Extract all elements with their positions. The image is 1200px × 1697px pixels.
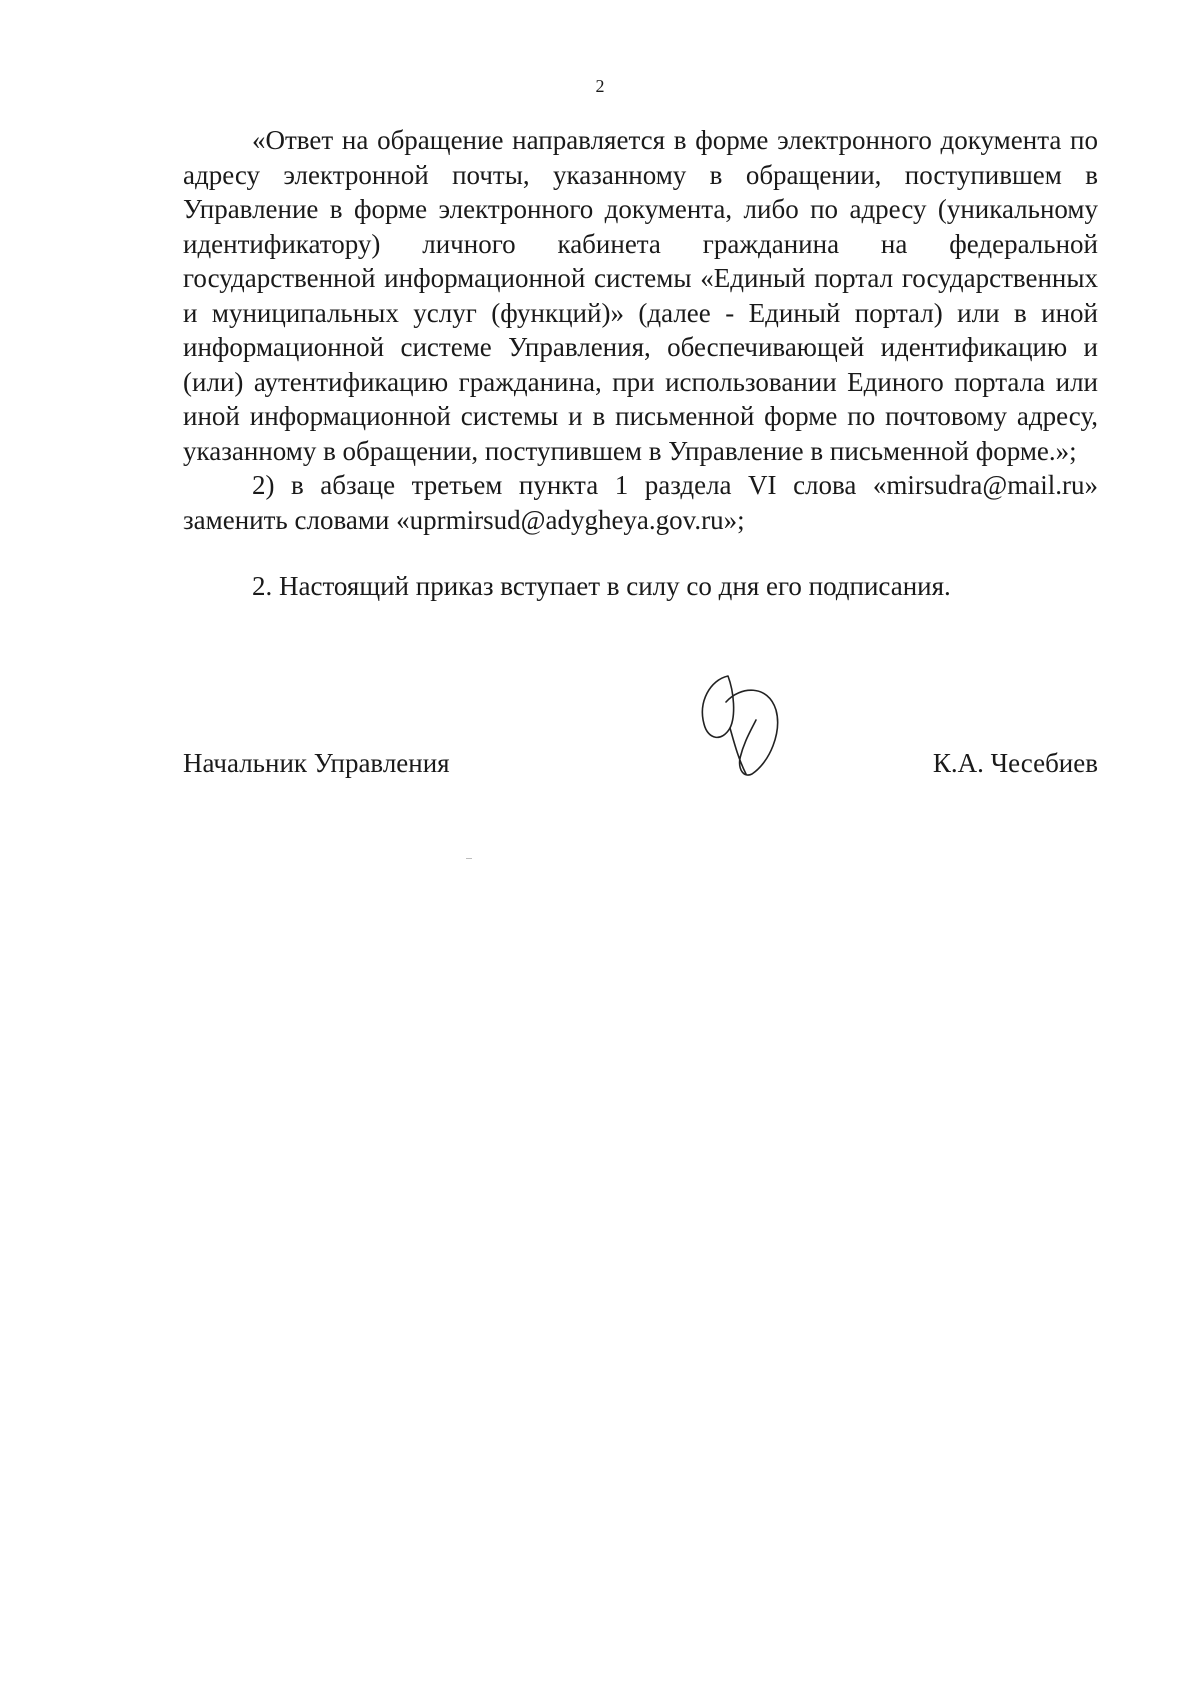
document-body (183, 123, 1098, 604)
signature-block (183, 745, 1098, 781)
paragraph-reply-procedure: «Ответ на обращение направляется в форме электронного документа по адресу электронной почты, указанному в обращении, поступившем в Управление в форме электронного документа, либо по адресу (уникальному идентификатору) личного кабинета гражданина на федеральной государственной информационной системы «Единый портал государственных и муниципальных услуг (функций)» (далее - Единый портал) или в иной информационной системе Управления, обеспечивающей идентификацию и (или) аутентификацию гражданина, при использовании Единого портала или иной информационной системы и в письменной форме по почтовому адресу, указанному в обращении, поступившем в Управление в письменной форме.»; (183, 125, 1098, 466)
signatory-name: К.А. Чесебиев (932, 748, 1098, 778)
position-title: Начальник Управления (183, 748, 450, 778)
page-number: 2 (595, 76, 605, 96)
paragraph-email-replacement: 2) в абзаце третьем пункта 1 раздела VI слова «mirsudra@mail.ru» заменить словами «uprmirsud@adygheya.gov.ru»; (183, 470, 1098, 535)
scan-speck (466, 858, 472, 859)
paragraph-effective-date: 2. Настоящий приказ вступает в силу со дня его подписания. (252, 571, 951, 601)
